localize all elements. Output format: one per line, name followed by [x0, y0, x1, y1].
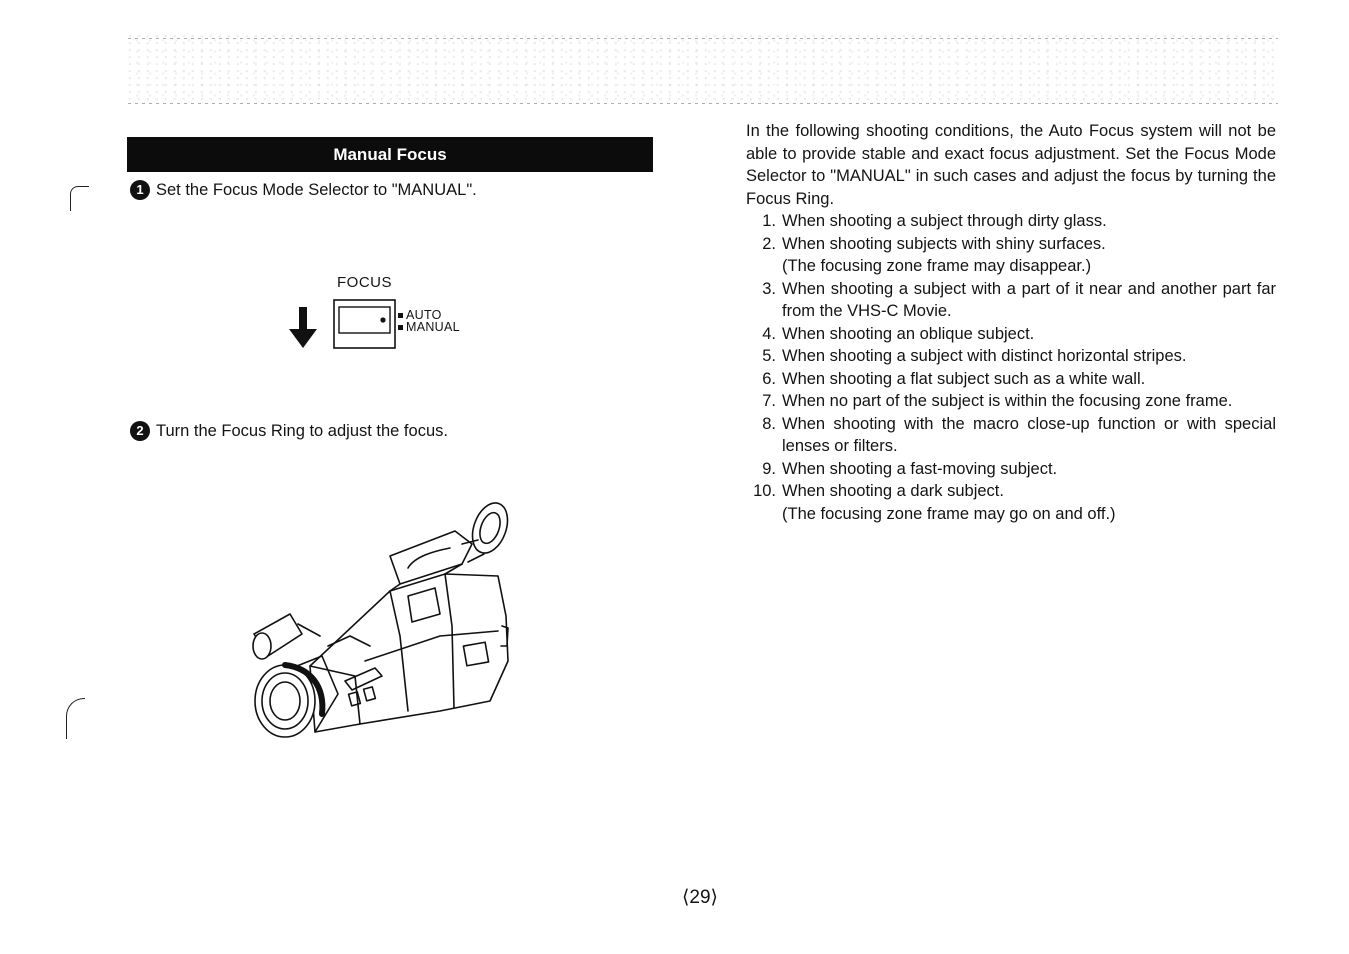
section-heading: Manual Focus	[127, 137, 653, 172]
list-item-text: When shooting a subject with distinct horizontal stripes.	[782, 347, 1187, 365]
list-item-number: 4.	[762, 324, 776, 343]
list-item-number: 6.	[762, 369, 776, 388]
list-item	[746, 278, 1276, 323]
list-item-number: 5.	[762, 347, 776, 365]
list-item-text: When shooting a dark subject.	[782, 482, 1004, 500]
list-item-note: (The focusing zone frame may disappear.)	[782, 257, 1092, 275]
list-item-text: When shooting a subject through dirty glass.	[782, 212, 1107, 230]
list-item-text: When shooting with the macro close-up function or with special lenses or filters.	[782, 414, 1276, 455]
list-item-note: (The focusing zone frame may go on and off.)	[782, 504, 1116, 523]
focus-caption: FOCUS	[337, 274, 392, 291]
conditions-list	[746, 210, 1276, 525]
option-auto-marker	[398, 313, 403, 318]
list-item-number: 10.	[753, 482, 776, 500]
camcorder-illustration	[240, 496, 510, 746]
list-item-number: 8.	[762, 414, 776, 433]
list-item-number: 1.	[762, 212, 776, 230]
list-item	[746, 345, 1276, 368]
option-manual-label: MANUAL	[406, 320, 460, 334]
step-2-badge: 2	[130, 421, 150, 441]
list-item	[746, 233, 1276, 278]
step-2	[130, 420, 448, 442]
option-manual-marker	[398, 325, 403, 330]
list-item-text: When shooting a flat subject such as a white wall.	[782, 369, 1146, 388]
list-item-text: When shooting subjects with shiny surfaces.	[782, 234, 1106, 253]
list-item-number: 2.	[762, 234, 776, 253]
list-item	[746, 323, 1276, 346]
intro-paragraph: In the following shooting conditions, the Auto Focus system will not be able to provide stable and exact focus adjustment. Set the Focus Mode Selector to "MANUAL" in such cases and adjust the focus by turning the Focus Ring.	[746, 122, 1276, 208]
page-number: ⟨29⟩	[682, 887, 718, 908]
list-item-text: When no part of the subject is within the focusing zone frame.	[782, 392, 1233, 410]
auto-focus-limitations	[746, 120, 1276, 525]
list-item-number: 3.	[762, 279, 776, 298]
focus-switch-icon	[333, 299, 396, 349]
step-2-text: Turn the Focus Ring to adjust the focus.	[156, 422, 448, 440]
arrow-down-icon	[288, 307, 318, 349]
list-item-text: When shooting an oblique subject.	[782, 324, 1035, 343]
option-manual	[398, 320, 460, 334]
list-item-number: 9.	[762, 459, 776, 478]
focus-selector-diagram	[280, 274, 500, 360]
list-item-text: When shooting a fast-moving subject.	[782, 459, 1058, 478]
list-item-text: When shooting a subject with a part of it near and another part far from the VHS-C Movie.	[782, 279, 1276, 320]
list-item	[746, 368, 1276, 391]
list-item	[746, 480, 1276, 525]
step-1-badge: 1	[130, 180, 150, 200]
list-item	[746, 458, 1276, 481]
list-item	[746, 210, 1276, 233]
list-item-number: 7.	[762, 392, 776, 410]
step-1-text: Set the Focus Mode Selector to "MANUAL".	[156, 181, 477, 199]
list-item	[746, 390, 1276, 413]
step-1	[130, 179, 477, 201]
option-auto-label: AUTO	[406, 308, 442, 322]
list-item	[746, 413, 1276, 458]
